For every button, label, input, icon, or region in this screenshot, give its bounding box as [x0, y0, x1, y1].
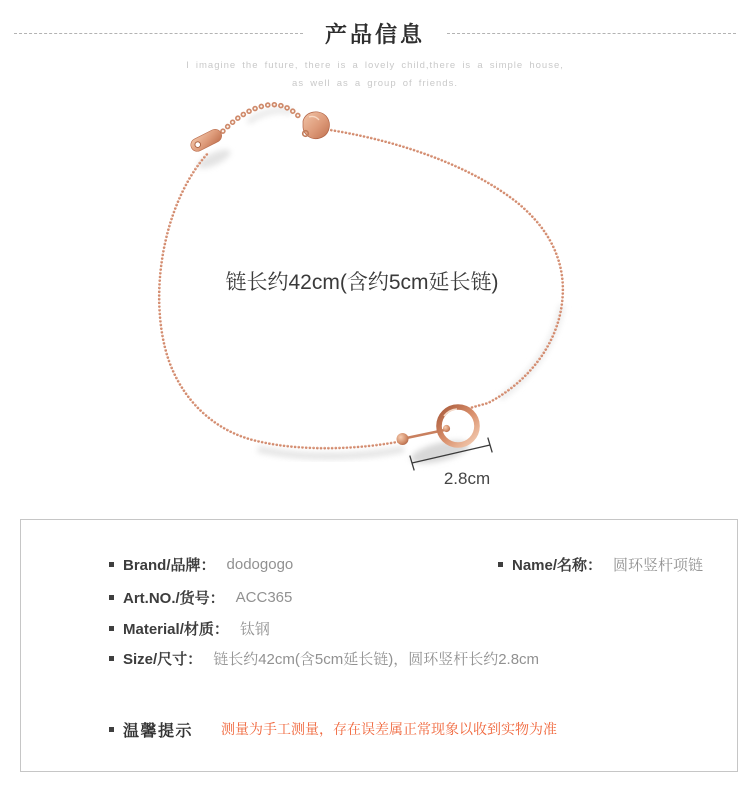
spec-row-name [498, 555, 703, 573]
spec-value-name: 圆环竖杆项链 [613, 556, 704, 574]
spec-value-size: 链长约42cm(含5cm延长链)，圆环竖杆长约2.8cm [213, 650, 540, 668]
subtitle-line-1: I imagine the future, there is a lovely child,there is a simple house, [186, 60, 564, 71]
pendant-size-label: 2.8cm [443, 469, 491, 488]
bullet-square-icon [109, 727, 114, 732]
spec-label-material: Material/材质： [123, 620, 229, 638]
spec-value-material: 钛钢 [239, 620, 270, 638]
header-left-divider [14, 33, 303, 34]
pendant-ring-highlight [444, 409, 457, 416]
dimension-line [410, 438, 492, 471]
spec-value-artno: ACC365 [235, 588, 293, 606]
notice-text: 测量为手工测量，存在误差属正常现象以收到实物为准 [221, 721, 558, 737]
extension-chain [214, 105, 301, 141]
subtitle-line-2: as well as a group of friends. [292, 78, 458, 89]
necklace-chain-left-highlight [159, 151, 402, 447]
chain-length-caption: 链长约42cm(含约5cm延长链) [225, 271, 499, 294]
spec-label-name: Name/名称： [512, 556, 603, 574]
extension-chain-holes [214, 105, 301, 141]
pendant-end-bead [397, 433, 409, 445]
spec-row-brand [109, 555, 293, 573]
spec-value-brand: dodogogo [226, 555, 294, 573]
section-header [0, 18, 750, 49]
bullet-square-icon [109, 595, 114, 600]
header-right-divider [447, 33, 736, 34]
spec-label-brand: Brand/品牌： [123, 556, 216, 574]
spec-row-material [109, 619, 270, 637]
pendant-inner-bead [443, 425, 450, 432]
spec-row-artno [109, 588, 292, 606]
bullet-square-icon [498, 562, 503, 567]
necklace-chain-left [159, 152, 402, 448]
spec-row-notice [109, 720, 557, 738]
bullet-square-icon [109, 626, 114, 631]
pendant-ring [439, 407, 477, 445]
notice-label: 温馨提示 [123, 722, 194, 740]
chain-tag [189, 127, 224, 154]
lobster-clasp-icon [303, 112, 330, 139]
spec-label-size: Size/尺寸： [123, 650, 203, 668]
spec-table [20, 519, 738, 772]
bullet-square-icon [109, 562, 114, 567]
page-title: 产品信息 [325, 22, 426, 47]
pendant-bar [404, 430, 447, 439]
spec-row-size [109, 649, 539, 667]
header-subtitle [0, 57, 750, 93]
spec-label-artno: Art.NO./货号： [123, 589, 225, 607]
bullet-square-icon [109, 656, 114, 661]
